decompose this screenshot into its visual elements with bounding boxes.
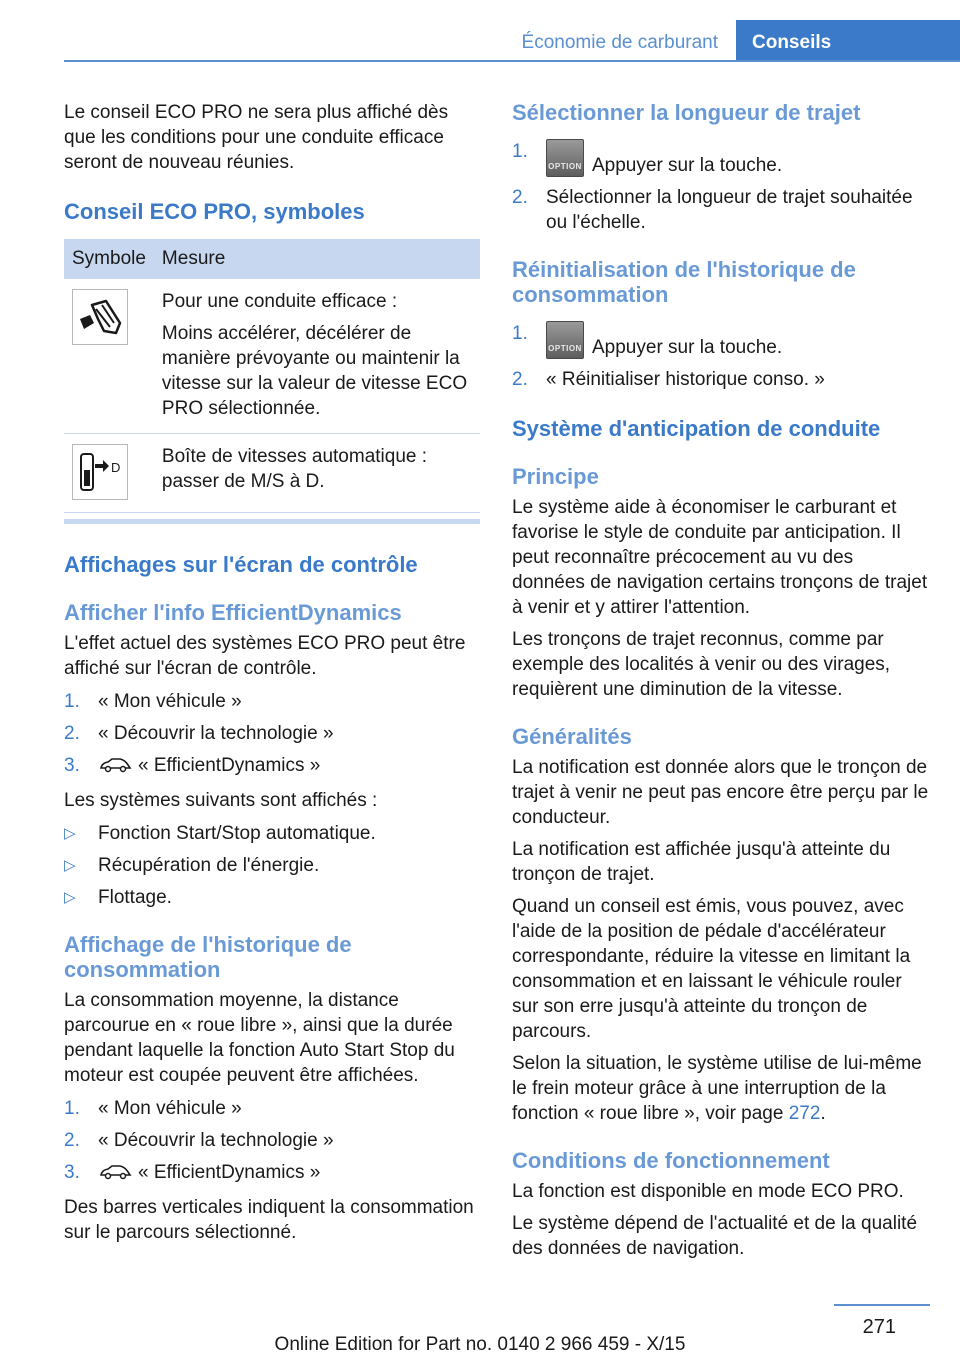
svg-text:D: D xyxy=(111,460,121,475)
left-column xyxy=(64,100,480,1252)
table-end-rule xyxy=(64,519,480,524)
car-icon xyxy=(98,756,132,774)
col-symbol: Symbole xyxy=(64,239,154,279)
reset-steps xyxy=(512,321,930,392)
page-link[interactable]: 272 xyxy=(788,1103,821,1124)
list-item: ▷ Flottage. xyxy=(64,887,172,908)
gear-shift-d-icon xyxy=(72,444,128,500)
list-item: 1. OPTION Appuyer sur la touche. xyxy=(512,141,783,176)
info-text: L'effet actuel des systèmes ECO PRO peut être affiché sur l'écran de contrôle. xyxy=(64,633,466,679)
general-paragraph: Selon la situation, le système utilise de lui-même le frein moteur grâce à une interruption de la fonction « roue libre », voir page 272. xyxy=(512,1053,922,1124)
principle-heading: Principe xyxy=(512,464,599,489)
history-heading: Affichage de l'historique de consommation xyxy=(64,932,352,982)
measure-cell xyxy=(154,279,480,434)
measure-line: Boîte de vitesses automatique : passer de M/S à D. xyxy=(161,446,428,492)
footer-edition-note: Online Edition for Part no. 0140 2 966 459 - X/15 xyxy=(274,1334,686,1355)
general-paragraph: La notification est affichée jusqu'à atteinte du tronçon de trajet. xyxy=(512,839,891,885)
list-item: ▷ Récupération de l'énergie. xyxy=(64,855,320,876)
principle-paragraph: Le système aide à économiser le carburant et favorise le style de conduite par anticipation. Il peut reconnaître précocement au vu des données de navigation certains tronçons de trajet à venir et y attirer l'attention. xyxy=(512,497,928,618)
principle-paragraph: Les tronçons de trajet reconnus, comme par exemple des localités à venir ou des virages, requièrent une diminution de la vitesse. xyxy=(512,629,891,700)
list-item: ▷ Fonction Start/Stop automatique. xyxy=(64,823,376,844)
list-item: 1. « Mon véhicule » xyxy=(64,1098,242,1119)
symbols-heading: Conseil ECO PRO, symboles xyxy=(64,199,365,224)
header-tab: Conseils xyxy=(736,20,960,62)
measure-line: Moins accélérer, décélérer de manière prévoyante ou maintenir la vitesse sur la valeur de vitesse ECO PRO sélectionnée. xyxy=(161,323,468,419)
symbol-cell xyxy=(64,279,154,434)
systems-text: Les systèmes suivants sont affichés : xyxy=(64,790,378,811)
symbols-table xyxy=(64,239,480,513)
page-header xyxy=(64,0,960,62)
conditions-paragraph: La fonction est disponible en mode ECO PRO. xyxy=(512,1181,904,1202)
history-steps xyxy=(64,1096,480,1185)
page-number: 271 xyxy=(862,1316,896,1338)
list-item: 2. Sélectionner la longueur de trajet souhaitée ou l'échelle. xyxy=(512,187,913,233)
conditions-paragraph: Le système dépend de l'actualité et de la qualité des données de navigation. xyxy=(512,1213,918,1259)
eco-pedal-icon xyxy=(72,289,128,345)
option-button-icon: OPTION xyxy=(546,321,584,359)
list-item: 3. « EfficientDynamics » xyxy=(64,755,321,776)
bullet-triangle-icon: ▷ xyxy=(64,857,76,874)
list-item: 2. « Réinitialiser historique conso. » xyxy=(512,369,825,390)
info-steps xyxy=(64,689,480,778)
reset-heading: Réinitialisation de l'historique de consommation xyxy=(512,257,856,307)
length-heading: Sélectionner la longueur de trajet xyxy=(512,100,861,125)
bars-text: Des barres verticales indiquent la consommation sur le parcours sélectionné. xyxy=(64,1197,474,1243)
list-item: 3. « EfficientDynamics » xyxy=(64,1162,321,1183)
bullet-triangle-icon: ▷ xyxy=(64,889,76,906)
measure-cell xyxy=(154,434,480,513)
car-icon xyxy=(98,1163,132,1181)
measure-line: Pour une conduite efficace : xyxy=(161,291,398,312)
systems-list xyxy=(64,821,480,910)
header-rule xyxy=(64,60,960,62)
intro-paragraph: Le conseil ECO PRO ne sera plus affiché dès que les conditions pour une conduite efficace seront de nouveau réunies. xyxy=(64,102,449,173)
conditions-heading: Conditions de fonctionnement xyxy=(512,1148,830,1173)
length-steps xyxy=(512,139,930,235)
symbol-cell xyxy=(64,434,154,513)
table-row xyxy=(64,434,480,513)
general-heading: Généralités xyxy=(512,724,632,749)
list-item: 2. « Découvrir la technologie » xyxy=(64,723,334,744)
table-row xyxy=(64,279,480,434)
info-heading: Afficher l'info EfficientDynamics xyxy=(64,600,402,625)
list-item: 2. « Découvrir la technologie » xyxy=(64,1130,334,1151)
general-paragraph: La notification est donnée alors que le tronçon de trajet à venir ne peut pas encore être perçu par le conducteur. xyxy=(512,757,929,828)
general-paragraph: Quand un conseil est émis, vous pouvez, avec l'aide de la position de pédale d'accélérateur correspondante, réduire la vitesse en limitant la consommation et en laissant le véhicule rouler sur son erre jusqu'à atteinte du tronçon de parcours. xyxy=(512,896,911,1042)
bullet-triangle-icon: ▷ xyxy=(64,825,76,842)
option-button-icon: OPTION xyxy=(546,139,584,177)
anticipation-heading: Système d'anticipation de conduite xyxy=(512,416,881,441)
col-measure: Mesure xyxy=(154,239,480,279)
footer-rule xyxy=(834,1304,930,1306)
symbols-table-header xyxy=(64,239,480,279)
right-column xyxy=(512,100,930,1268)
list-item: 1. OPTION Appuyer sur la touche. xyxy=(512,323,783,358)
display-heading: Affichages sur l'écran de contrôle xyxy=(64,552,418,577)
list-item: 1. « Mon véhicule » xyxy=(64,691,242,712)
header-section-title: Économie de carburant xyxy=(521,32,718,53)
history-text: La consommation moyenne, la distance parcourue en « roue libre », ainsi que la durée pendant laquelle la fonction Auto Start Stop du moteur est coupée peuvent être affichées. xyxy=(64,990,455,1086)
